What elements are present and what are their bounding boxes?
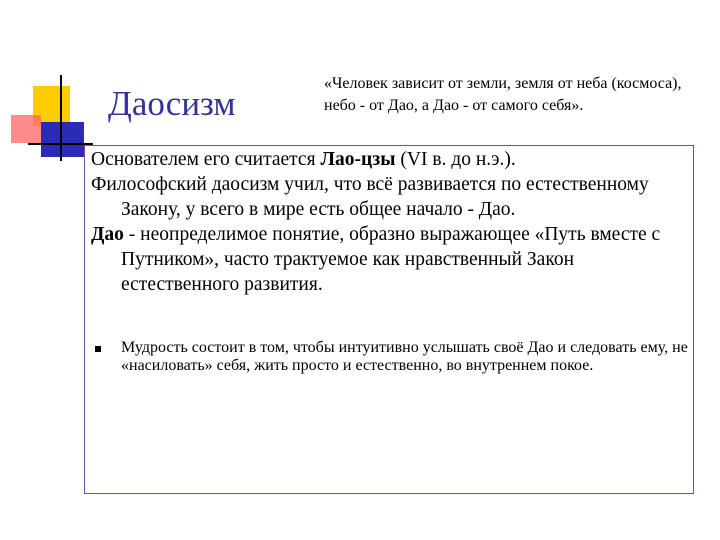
founder-text-after: (VI в. до н.э.). bbox=[395, 149, 516, 170]
bullet-square-icon bbox=[95, 346, 101, 352]
bullet-text: Мудрость состоит в том, чтобы интуитивно услышать своё Дао и следовать ему, не «насиловать» себя, жить просто и естественно, во внутреннем покое. bbox=[121, 339, 688, 374]
text-block bbox=[91, 147, 691, 297]
dao-term: Дао bbox=[91, 224, 124, 245]
decoration-blue-square bbox=[41, 122, 84, 157]
decoration-red-square bbox=[11, 115, 41, 143]
paragraph-philosophy: Философский даосизм учил, что всё развивается по естественному Закону, у всего в мире есть общее начало - Дао. bbox=[91, 174, 649, 220]
header-quote: «Человек зависит от земли, земля от неба (космоса), небо - от Дао, а Дао - от самого себя». bbox=[324, 75, 682, 114]
dao-definition: - неопределимое понятие, образно выражающее «Путь вместе с Путником», часто трактуемое как нравственный Закон естественного развития. bbox=[121, 224, 661, 295]
founder-name: Лао-цзы bbox=[320, 149, 396, 170]
bullet-item bbox=[91, 339, 691, 375]
paragraph-founder bbox=[91, 147, 691, 172]
founder-text-before: Основателем его считается bbox=[91, 149, 321, 170]
decoration-vertical-line bbox=[60, 75, 62, 161]
content-box bbox=[84, 145, 694, 494]
slide-title: Даосизм bbox=[108, 84, 236, 123]
paragraph-dao bbox=[91, 222, 691, 297]
